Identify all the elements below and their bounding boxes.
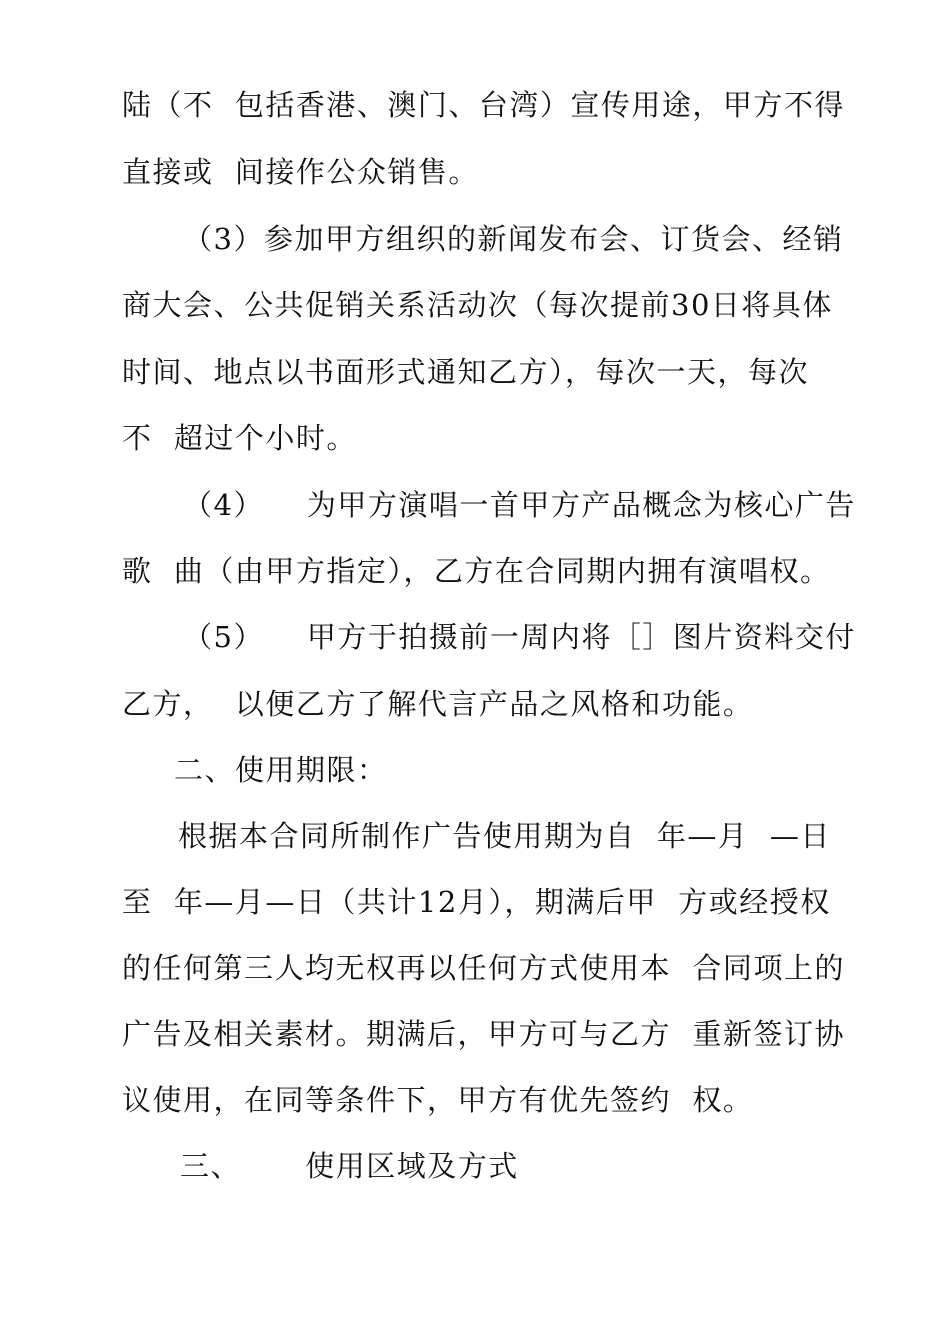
section-heading: 三、 使用区域及方式 [180,1149,519,1183]
paragraph-line: 广告及相关素材。期满后，甲方可与乙方 重新签订协 [122,1017,845,1051]
paragraph-line: 的任何第三人均无权再以任何方式使用本 合同项上的 [122,951,845,985]
paragraph-line: （5） 甲方于拍摄前一周内将［］图片资料交付 [183,620,856,654]
paragraph-line: 至 年—月—日（共计12月），期满后甲 方或经授权 [122,885,831,919]
paragraph-line: 直接或 间接作公众销售。 [122,155,479,189]
paragraph-line: 商大会、公共促销关系活动次（每次提前30日将具体 [122,288,833,322]
section-heading: 二、使用期限： [174,753,388,787]
paragraph-line: （3）参加甲方组织的新闻发布会、订货会、经销 [183,222,844,256]
paragraph-line: 根据本合同所制作广告使用期为自 年—月 —日 [178,819,831,853]
paragraph-line: 时间、地点以书面形式通知乙方），每次一天，每次 [122,355,810,389]
paragraph-line: 不 超过个小时。 [122,421,357,455]
paragraph-line: 歌 曲（由甲方指定），乙方在合同期内拥有演唱权。 [122,554,831,588]
paragraph-line: 乙方， 以便乙方了解代言产品之风格和功能。 [122,687,754,721]
paragraph-line: 陆（不 包括香港、澳门、台湾）宣传用途，甲方不得 [122,88,845,122]
paragraph-line: （4） 为甲方演唱一首甲方产品概念为核心广告 [183,488,856,522]
paragraph-line: 议使用，在同等条件下，甲方有优先签约 权。 [122,1083,754,1117]
